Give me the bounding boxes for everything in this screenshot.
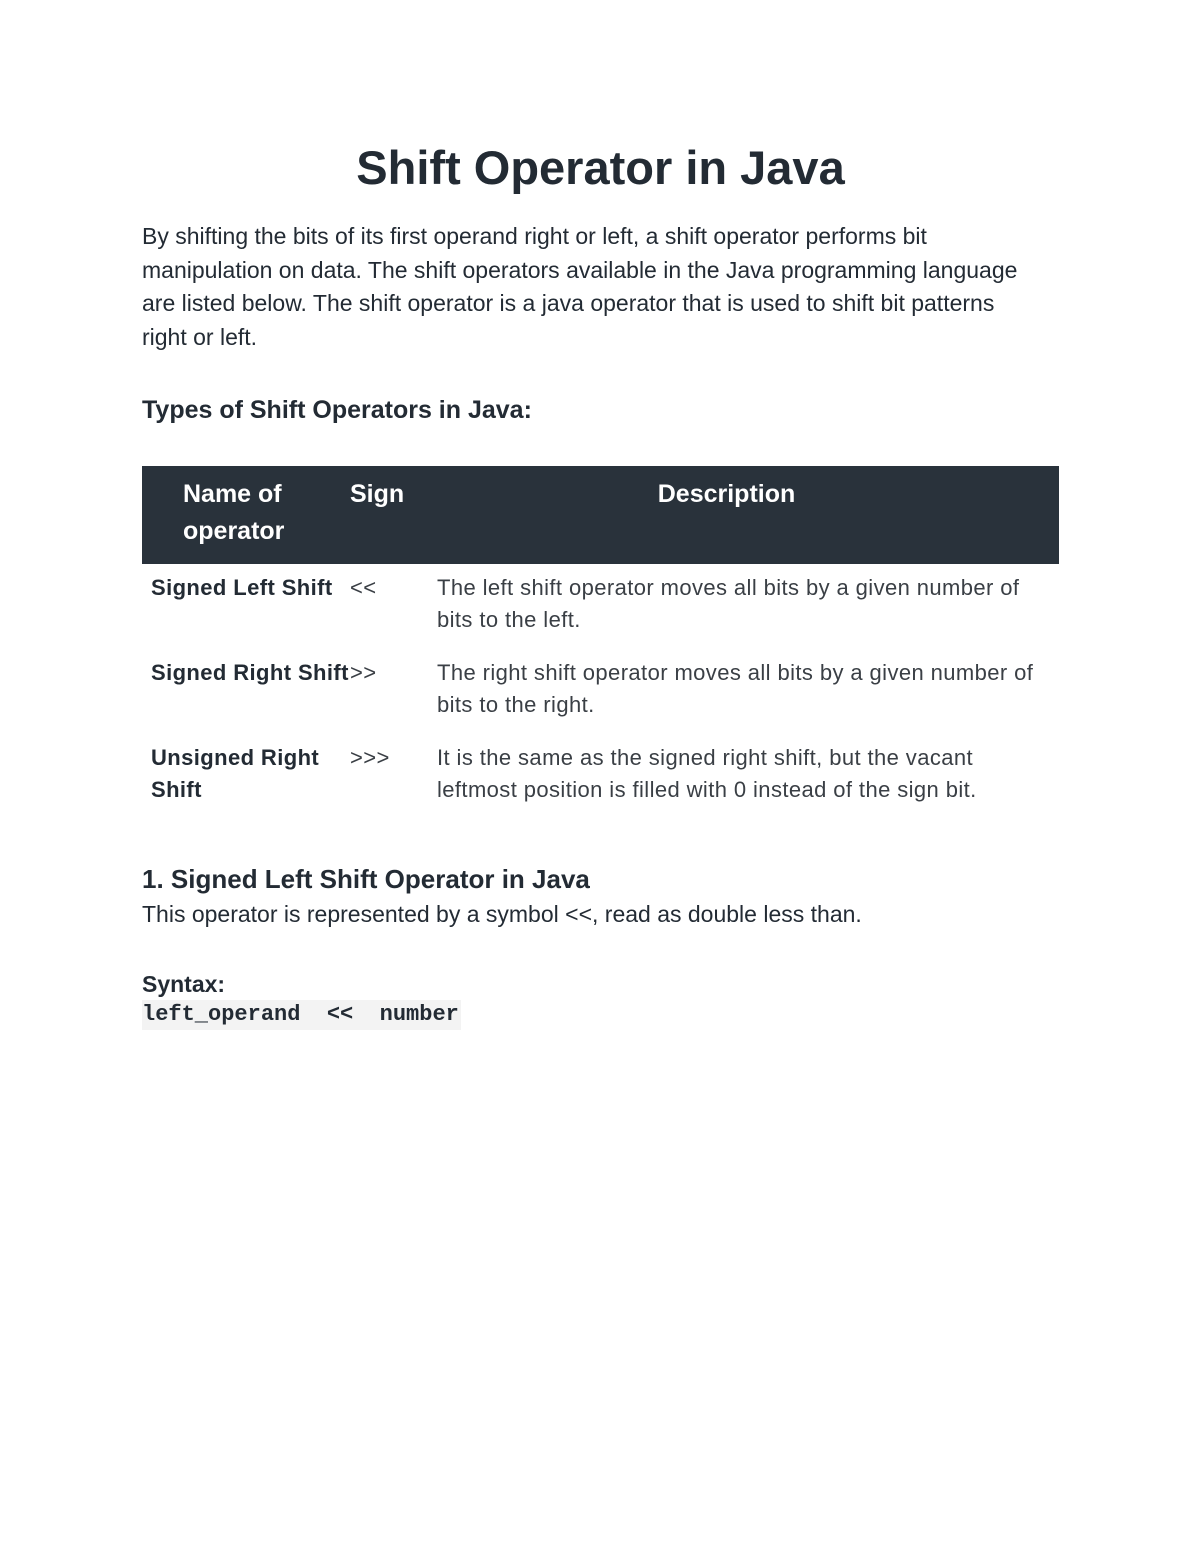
header-sign: Sign xyxy=(350,466,434,564)
shift-operators-table xyxy=(142,466,1059,817)
operator-description: The left shift operator moves all bits by a given number of bits to the left. xyxy=(437,575,1020,632)
document-page xyxy=(142,138,1059,1030)
syntax-label: Syntax: xyxy=(142,971,226,997)
table-header-row xyxy=(142,466,1059,564)
page-title: Shift Operator in Java xyxy=(356,141,845,194)
signed-left-shift-heading: 1. Signed Left Shift Operator in Java xyxy=(142,864,590,894)
operator-name: Unsigned Right Shift xyxy=(151,745,320,802)
operator-description: The right shift operator moves all bits by a given number of bits to the right. xyxy=(437,660,1034,717)
operator-name: Signed Right Shift xyxy=(151,660,349,685)
table-row xyxy=(142,564,1059,647)
intro-paragraph: By shifting the bits of its first operand right or left, a shift operator performs bit manipulation on data. The shift operators available in the Java programming language are listed below. The shift operator is a java operator that is used to shift bit patterns right or left. xyxy=(142,223,1018,350)
operator-sign: >> xyxy=(350,660,377,685)
syntax-code: left_operand << number xyxy=(142,1000,461,1030)
operator-name: Signed Left Shift xyxy=(151,575,333,600)
operator-sign: << xyxy=(350,575,377,600)
types-heading: Types of Shift Operators in Java: xyxy=(142,396,532,424)
header-description: Description xyxy=(434,466,1059,564)
operator-description: It is the same as the signed right shift, but the vacant leftmost position is filled with 0 instead of the sign bit. xyxy=(437,745,977,802)
signed-left-shift-text: This operator is represented by a symbol <<, read as double less than. xyxy=(142,901,862,927)
operator-sign: >>> xyxy=(350,745,390,770)
table-row xyxy=(142,732,1059,817)
table-row xyxy=(142,647,1059,732)
header-name: Name of operator xyxy=(142,466,350,564)
